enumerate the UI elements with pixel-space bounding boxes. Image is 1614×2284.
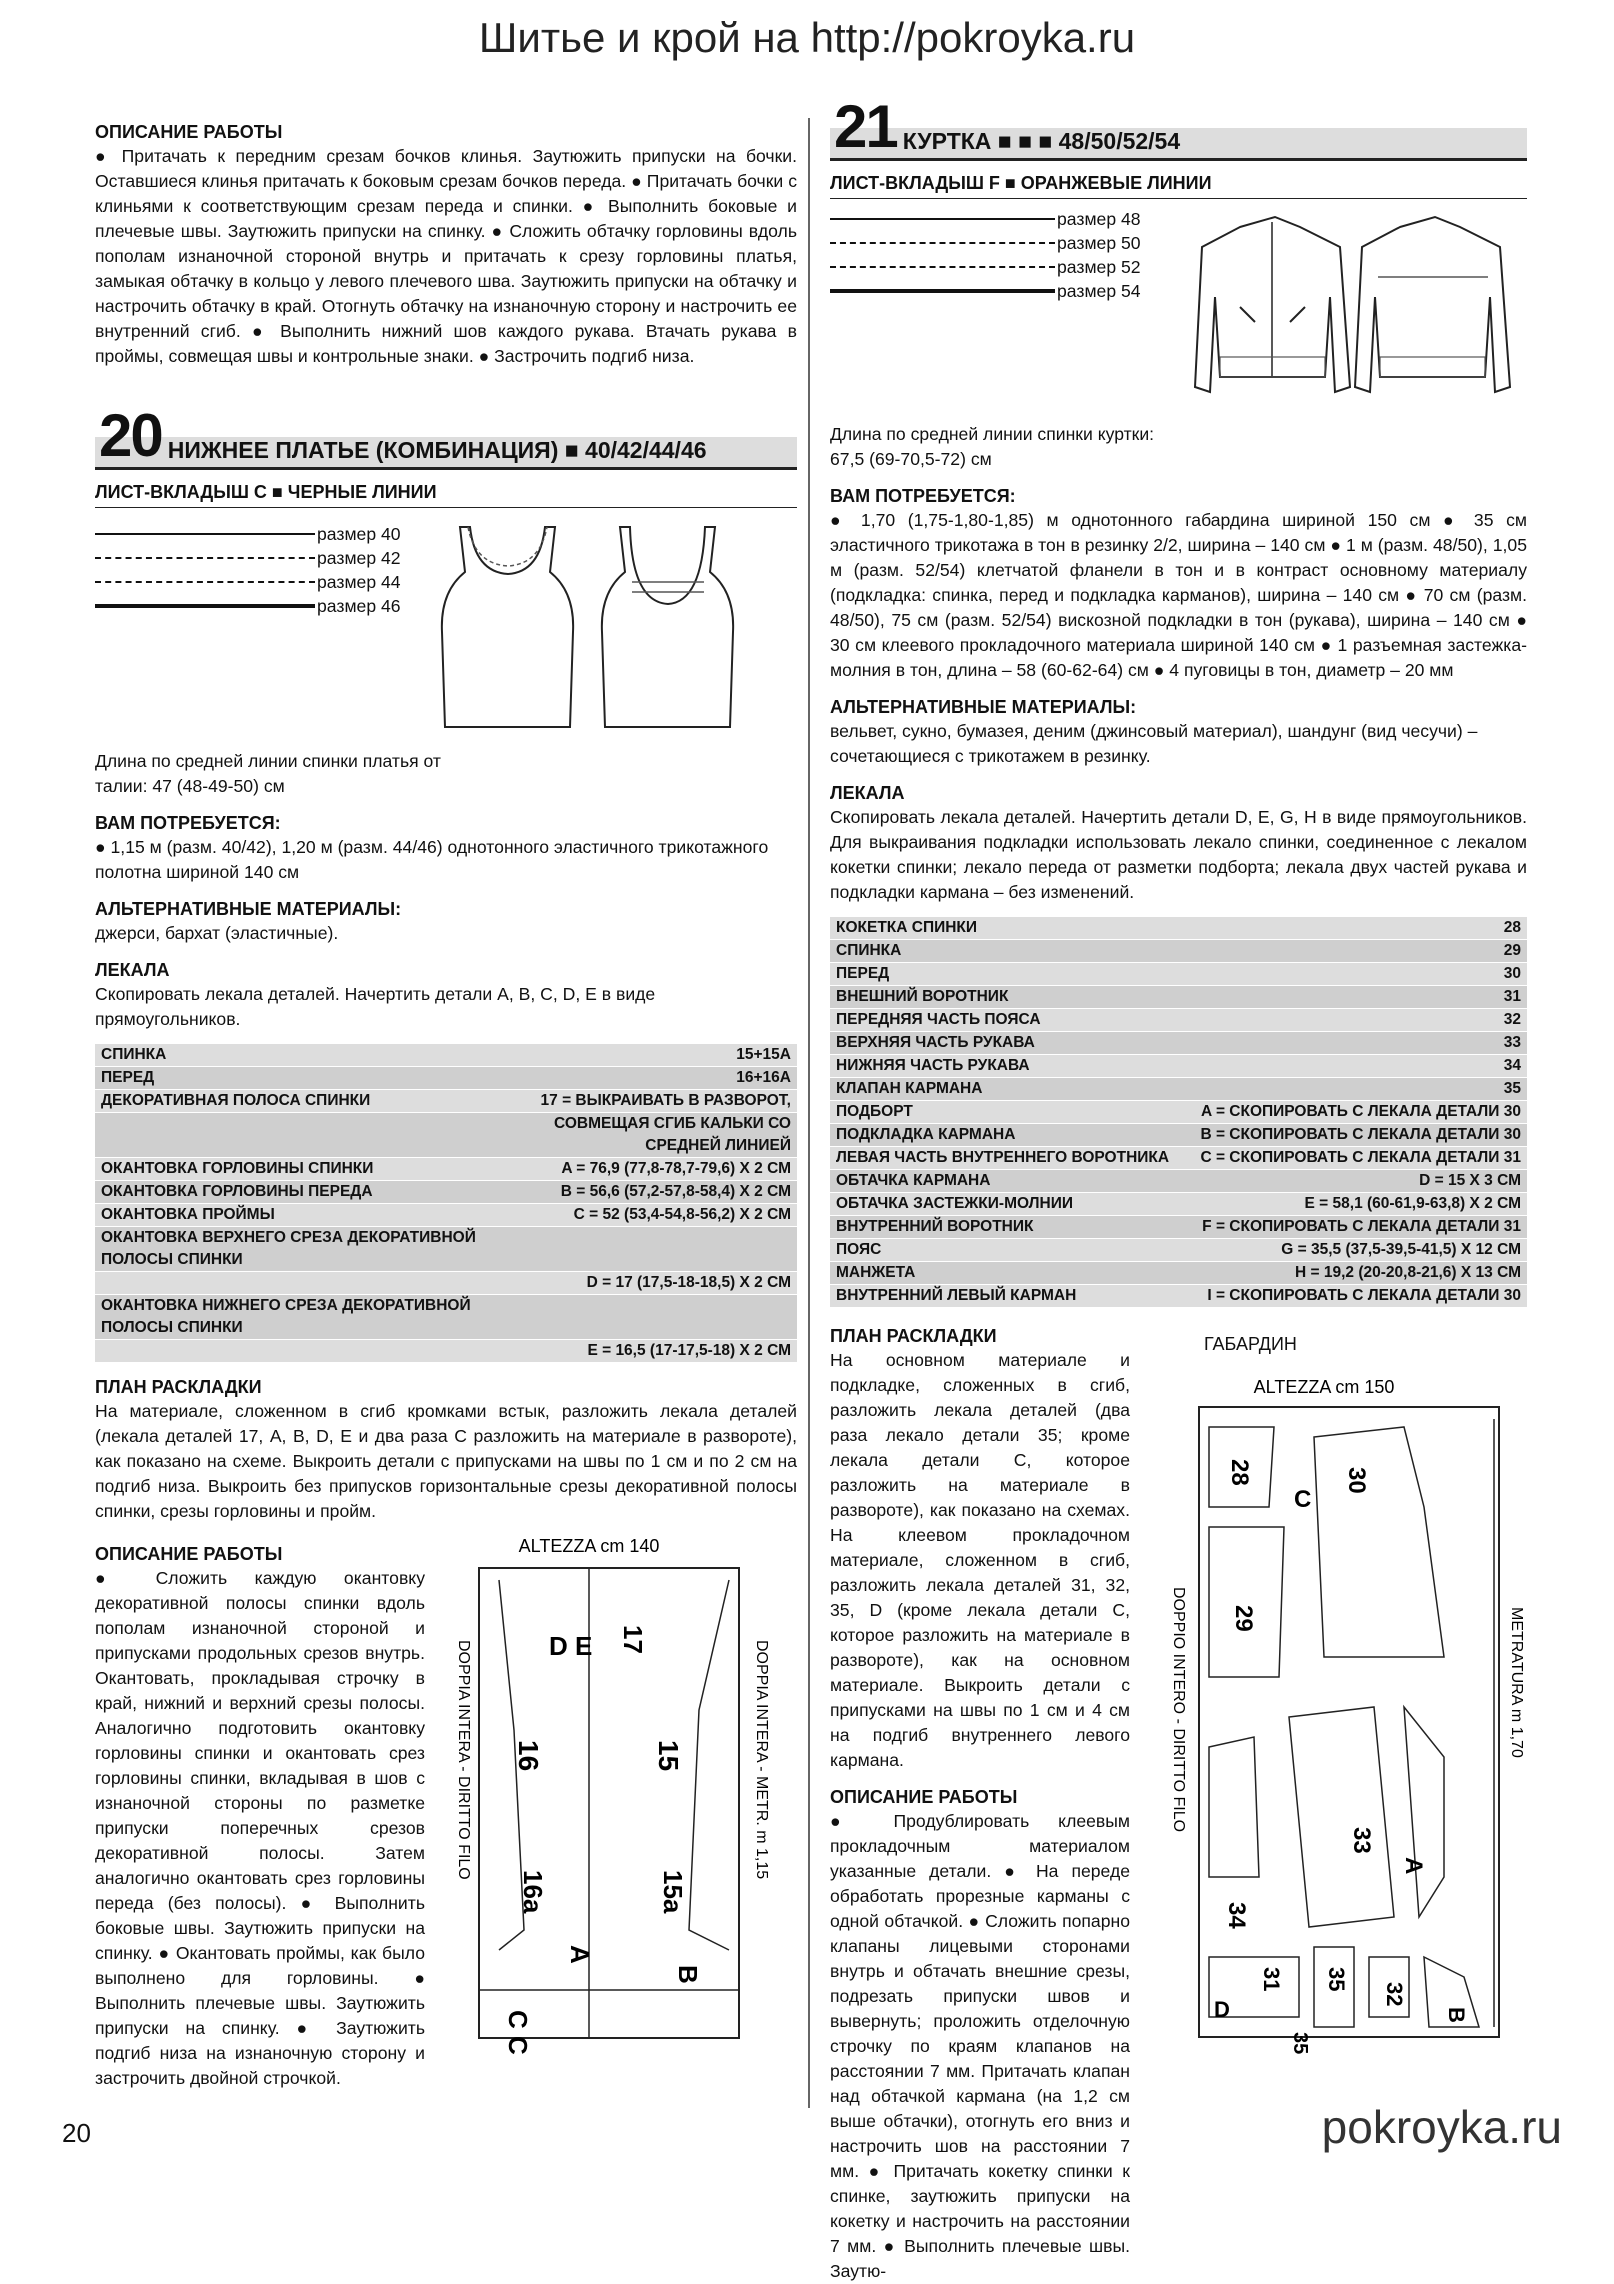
length-text: Длина по средней линии спинки куртки: 67,5 (69-70,5-72) см: [830, 424, 1155, 469]
part-name: ВНУТРЕННИЙ ЛЕВЫЙ КАРМАН: [830, 1285, 1185, 1308]
part-name: [95, 1340, 493, 1363]
section-title: НИЖНЕЕ ПЛАТЬЕ (КОМБИНАЦИЯ) ■ 40/42/44/46: [167, 437, 707, 463]
parts-row: [95, 1272, 797, 1295]
svg-text:35: 35: [1324, 1967, 1349, 1992]
parts-row: [95, 1295, 797, 1340]
length-text: Длина по средней линии спинки платья от талии: 47 (48-49-50) см: [95, 751, 441, 796]
parts-row: [830, 963, 1527, 986]
parts-row: [830, 986, 1527, 1009]
section-21-heading: [830, 93, 1527, 161]
svg-text:B: B: [1444, 2007, 1469, 2023]
svg-text:34: 34: [1223, 1902, 1250, 1929]
size-line: размер 50: [830, 231, 1190, 255]
part-name: ОКАНТОВКА ПРОЙМЫ: [95, 1204, 493, 1227]
plan-title: ПЛАН РАСКЛАДКИ: [830, 1326, 997, 1346]
section-number: 20: [99, 402, 162, 469]
site-brand: pokroyka.ru: [1321, 2101, 1562, 2153]
parts-row: [830, 1078, 1527, 1101]
parts-row: [830, 1170, 1527, 1193]
parts-row: [830, 1009, 1527, 1032]
part-name: ЛЕВАЯ ЧАСТЬ ВНУТРЕННЕГО ВОРОТНИКА: [830, 1147, 1185, 1170]
parts-row: [830, 1032, 1527, 1055]
part-value: E = 16,5 (17-17,5-18) X 2 СМ: [493, 1340, 797, 1363]
part-name: СПИНКА: [95, 1044, 493, 1067]
fabric-label: ГАБАРДИН: [1204, 1334, 1297, 1354]
need-title: ВАМ ПОТРЕБУЕТСЯ:: [830, 486, 1016, 506]
parts-row: [95, 1181, 797, 1204]
jacket-sketch: [1190, 207, 1520, 414]
part-value: C = 52 (53,4-54,8-56,2) X 2 СМ: [493, 1204, 797, 1227]
parts-row: [830, 1101, 1527, 1124]
part-value: B = 56,6 (57,2-57,8-58,4) X 2 СМ: [493, 1181, 797, 1204]
plan-text: На материале, сложенном в сгиб кромками встык, разложить лекала деталей (лекала деталей 17, A, B, D, E и два раза C разложить на материале в развороте), как показано на схеме. Выкроить детали с припусками на швы по 1 см и по 2 см на подгиб низа. Выкроить без припусков горизонтальные срезы декоративной полосы спинки, срезы горловины и пройм.: [95, 1401, 797, 1521]
part-value: 33: [1185, 1032, 1527, 1055]
part-name: СПИНКА: [830, 940, 1185, 963]
part-name: ДЕКОРАТИВНАЯ ПОЛОСА СПИНКИ: [95, 1090, 493, 1113]
need-text: ● 1,15 м (разм. 40/42), 1,20 м (разм. 44/46) однотонного эластичного трикотажного полотна шириной 140 см: [95, 837, 769, 882]
part-value: B = СКОПИРОВАТЬ С ЛЕКАЛА ДЕТАЛИ 30: [1185, 1124, 1527, 1147]
svg-text:30: 30: [1343, 1467, 1370, 1494]
part-name: ВНЕШНИЙ ВОРОТНИК: [830, 986, 1185, 1009]
part-value: [493, 1227, 797, 1272]
part-value: D = 17 (17,5-18-18,5) X 2 СМ: [493, 1272, 797, 1295]
part-name: [95, 1113, 493, 1158]
svg-text:16a: 16a: [518, 1870, 548, 1914]
alt-text: вельвет, сукно, бумазея, деним (джинсовый материал), шандунг (вид чесучи) – сочетающиеся с трикотажем в резинку.: [830, 721, 1478, 766]
svg-text:D E: D E: [549, 1631, 593, 1661]
part-value: D = 15 X 3 СМ: [1185, 1170, 1527, 1193]
size-line: размер 46: [95, 594, 420, 618]
section-title: КУРТКА ■ ■ ■ 48/50/52/54: [902, 128, 1181, 154]
parts-row: [830, 1216, 1527, 1239]
size-line: размер 48: [830, 207, 1190, 231]
svg-text:C C: C C: [503, 2010, 533, 2055]
work-title: ОПИСАНИЕ РАБОТЫ: [95, 1544, 283, 1564]
part-value: 32: [1185, 1009, 1527, 1032]
parts-row: [95, 1113, 797, 1158]
part-name: ПЕРЕД: [95, 1067, 493, 1090]
svg-text:16: 16: [513, 1740, 544, 1772]
need-text: ● 1,70 (1,75-1,80-1,85) м однотонного габардина шириной 150 см ● 35 см эластичного трикотажа в тон в резинку 2/2, ширина – 140 см ● 1 м (разм. 48/50), 1,05 м (разм. 52/54) клетчатой фланели в тон и в контраст основному материалу (подкладка: спинка, перед и подкладка карманов), ширина – 140 см ● 70 см (разм. 48/50), 75 см (разм. 52/54) вискозной подкладки в тон (рукава), ширина – 140 см ● 30 см клеевого прокладочного материала шириной 140 см ● 1 разъемная застежка-молния в тон, длина – 58 (60-62-64) см ● 4 пуговицы в тон, диаметр – 20 мм: [830, 510, 1527, 680]
size-line: размер 44: [95, 570, 420, 594]
right-column: [830, 93, 1527, 2284]
svg-text:15a: 15a: [658, 1870, 688, 1914]
svg-text:A: A: [1400, 1857, 1427, 1875]
parts-row: [95, 1044, 797, 1067]
parts-row: [830, 1239, 1527, 1262]
parts-row: [830, 1055, 1527, 1078]
parts-row: [95, 1340, 797, 1363]
parts-row: [830, 1262, 1527, 1285]
alt-title: АЛЬТЕРНАТИВНЫЕ МАТЕРИАЛЫ:: [95, 899, 402, 919]
part-value: C = СКОПИРОВАТЬ С ЛЕКАЛА ДЕТАЛИ 31: [1185, 1147, 1527, 1170]
part-name: ПЕРЕДНЯЯ ЧАСТЬ ПОЯСА: [830, 1009, 1185, 1032]
scheme-top-label: ALTEZZA cm 150: [1253, 1377, 1395, 1397]
part-name: ПЕРЕД: [830, 963, 1185, 986]
alt-title: АЛЬТЕРНАТИВНЫЕ МАТЕРИАЛЫ:: [830, 697, 1137, 717]
plan-title: ПЛАН РАСКЛАДКИ: [95, 1377, 262, 1397]
svg-text:D: D: [1214, 1997, 1230, 2022]
svg-text:C: C: [1294, 1486, 1312, 1513]
work-title: ОПИСАНИЕ РАБОТЫ: [830, 1787, 1018, 1807]
parts-row: [830, 1147, 1527, 1170]
part-value: 30: [1185, 963, 1527, 986]
lekala-title: ЛЕКАЛА: [95, 960, 170, 980]
part-value: H = 19,2 (20-20,8-21,6) X 13 СМ: [1185, 1262, 1527, 1285]
part-value: 35: [1185, 1078, 1527, 1101]
sheet-line: ЛИСТ-ВКЛАДЫШ F ■ ОРАНЖЕВЫЕ ЛИНИИ: [830, 171, 1527, 199]
svg-text:A: A: [565, 1945, 595, 1964]
parts-row: [95, 1204, 797, 1227]
part-name: ПОДКЛАДКА КАРМАНА: [830, 1124, 1185, 1147]
scheme-right-label: METRATURA m 1,70: [1508, 1607, 1525, 1758]
svg-text:31: 31: [1259, 1967, 1284, 1992]
work-text: ● Продублировать клеевым прокладочным материалом указанные детали. ● На переде обработать прорезные карманы с одной обтачкой. ● Сложить попарно клапаны лицевыми сторонами внутрь и обтачать внешние срезы, подрезать припуски швов и вывернуть; проложить отделочную строчку по краям клапанов на расстоянии 7 мм. Притачать клапан над обтачкой кармана (на 1,2 см выше обтачки), отогнуть его вниз и настрочить шов на расстоянии 7 мм. ● Притачать кокетку спинки к спинке, заутюжить припуски на кокетку и настрочить на расстоянии 7 мм. ● Выполнить плечевые швы. Заутю-: [830, 1811, 1130, 2281]
part-name: ОБТАЧКА КАРМАНА: [830, 1170, 1185, 1193]
parts-row: [95, 1158, 797, 1181]
svg-text:35: 35: [1289, 2032, 1311, 2055]
part-name: ОКАНТОВКА ВЕРХНЕГО СРЕЗА ДЕКОРАТИВНОЙ ПОЛОСЫ СПИНКИ: [95, 1227, 493, 1272]
part-value: 15+15A: [493, 1044, 797, 1067]
part-name: ВЕРХНЯЯ ЧАСТЬ РУКАВА: [830, 1032, 1185, 1055]
parts-table: [830, 917, 1527, 1308]
parts-row: [95, 1227, 797, 1272]
svg-text:17: 17: [618, 1625, 648, 1654]
part-name: ВНУТРЕННИЙ ВОРОТНИК: [830, 1216, 1185, 1239]
size-line: размер 52: [830, 255, 1190, 279]
parts-row: [95, 1090, 797, 1113]
dress-sketch: [420, 522, 750, 737]
parts-row: [95, 1067, 797, 1090]
part-value: I = СКОПИРОВАТЬ С ЛЕКАЛА ДЕТАЛИ 30: [1185, 1285, 1527, 1308]
part-value: 34: [1185, 1055, 1527, 1078]
scheme-left-label: DOPPIA INTERA - DIRITTO FILO: [455, 1640, 472, 1880]
page-number: 20: [62, 2118, 91, 2148]
svg-text:33: 33: [1348, 1827, 1375, 1854]
scheme-left-label: DOPPIO INTERO - DIRITTO FILO: [1170, 1587, 1187, 1833]
part-value: 17 = ВЫКРАИВАТЬ В РАЗВОРОТ,: [493, 1090, 797, 1113]
part-value: F = СКОПИРОВАТЬ С ЛЕКАЛА ДЕТАЛИ 31: [1185, 1216, 1527, 1239]
lekala-text: Скопировать лекала деталей. Начертить детали D, E, G, H в виде прямоугольников. Для выкраивания подкладки использовать лекало спинки, соединенное с лекалом кокетки спинки; лекало переда от разметки подборта; лекала двух частей рукава и подкладки кармана – без изменений.: [830, 807, 1527, 902]
parts-row: [830, 1285, 1527, 1308]
intro-text: ● Притачать к передним срезам бочков клинья. Заутюжить припуски на бочки. Оставшиеся клинья притачать к боковым срезам бочков переда. ● Притачать бочки с клиньями к соответствующим срезам переда и спинки. ● Выполнить боковые и плечевые швы. Заутюжить припуски на спинку. ● Сложить обтачку горловины вдоль пополам изнаночной стороной внутрь и притачать к срезу горловины платья, замыкая обтачку в кольцо у левого плечевого шва. Заутюжить припуски на обтачку и настрочить обтачку в край. Отогнуть обтачку на изнаночную сторону и настрочить ее внутренний сгиб. ● Выполнить нижний шов каждого рукава. Втачать рукава в проймы, совмещая швы и контрольные знаки. ● Застрочить подгиб низа.: [95, 146, 797, 366]
svg-text:29: 29: [1230, 1605, 1257, 1632]
layout-scheme-20: [439, 1530, 789, 2091]
size-legend-block: [95, 522, 797, 737]
work-text: ● Сложить каждую окантовку декоративной полосы спинки вдоль пополам изнаночной стороной и припусками продольных срезов внутрь. Окантовать, прокладывая строчку в край, нижний и верхний срезы полосы. Аналогично подготовить окантовку горловины спинки и окантовать срез горловины спинки, вкладывая в шов с изнаночной стороны по разметке припуски поперечных срезов декоративной полосы. Затем аналогично окантовать срез горловины переда (без полосы). ● Выполнить боковые швы. Заутюжить припуски на спинку. ● Окантовать проймы, как было выполнено для горловины. ● Выполнить плечевые швы. Заутюжить припуски на спинку. ● Заутюжить подгиб низа на изнаночную сторону и застрочить двойной строчкой.: [95, 1568, 425, 2088]
section-number: 21: [834, 93, 897, 160]
part-value: [493, 1295, 797, 1340]
part-value: СОВМЕЩАЯ СГИБ КАЛЬКИ СО СРЕДНЕЙ ЛИНИЕЙ: [493, 1113, 797, 1158]
part-value: 31: [1185, 986, 1527, 1009]
part-name: ПОЯС: [830, 1239, 1185, 1262]
part-value: A = 76,9 (77,8-78,7-79,6) X 2 СМ: [493, 1158, 797, 1181]
part-name: ОКАНТОВКА ГОРЛОВИНЫ ПЕРЕДА: [95, 1181, 493, 1204]
lekala-title: ЛЕКАЛА: [830, 783, 905, 803]
part-name: ОКАНТОВКА НИЖНЕГО СРЕЗА ДЕКОРАТИВНОЙ ПОЛОСЫ СПИНКИ: [95, 1295, 493, 1340]
column-divider: [808, 118, 810, 2108]
part-value: 29: [1185, 940, 1527, 963]
part-name: ПОДБОРТ: [830, 1101, 1185, 1124]
svg-text:28: 28: [1226, 1459, 1253, 1486]
part-name: КОКЕТКА СПИНКИ: [830, 917, 1185, 940]
size-line: размер 42: [95, 546, 420, 570]
lekala-text: Скопировать лекала деталей. Начертить детали A, B, C, D, E в виде прямоугольников.: [95, 984, 656, 1029]
part-value: 28: [1185, 917, 1527, 940]
part-value: E = 58,1 (60-61,9-63,8) X 2 СМ: [1185, 1193, 1527, 1216]
size-line: размер 40: [95, 522, 420, 546]
size-line: размер 54: [830, 279, 1190, 303]
svg-text:B: B: [673, 1965, 703, 1984]
need-title: ВАМ ПОТРЕБУЕТСЯ:: [95, 813, 281, 833]
part-name: [95, 1272, 493, 1295]
part-name: НИЖНЯЯ ЧАСТЬ РУКАВА: [830, 1055, 1185, 1078]
part-name: ОКАНТОВКА ГОРЛОВИНЫ СПИНКИ: [95, 1158, 493, 1181]
size-legend-block: [830, 207, 1527, 414]
part-value: A = СКОПИРОВАТЬ С ЛЕКАЛА ДЕТАЛИ 30: [1185, 1101, 1527, 1124]
alt-text: джерси, бархат (эластичные).: [95, 923, 339, 943]
parts-row: [830, 1124, 1527, 1147]
part-name: КЛАПАН КАРМАНА: [830, 1078, 1185, 1101]
svg-text:32: 32: [1382, 1982, 1407, 2007]
section-20-heading: [95, 402, 797, 470]
part-name: ОБТАЧКА ЗАСТЕЖКИ-МОЛНИИ: [830, 1193, 1185, 1216]
parts-row: [830, 1193, 1527, 1216]
scheme-right-label: DOPPIA INTERA - METR. m 1,15: [753, 1640, 770, 1880]
sheet-line: ЛИСТ-ВКЛАДЫШ С ■ ЧЕРНЫЕ ЛИНИИ: [95, 480, 797, 508]
part-value: 16+16A: [493, 1067, 797, 1090]
intro-title: ОПИСАНИЕ РАБОТЫ: [95, 122, 283, 142]
part-name: МАНЖЕТА: [830, 1262, 1185, 1285]
parts-table: [95, 1044, 797, 1363]
parts-row: [830, 917, 1527, 940]
page-header: Шитье и крой на http://pokroyka.ru: [478, 14, 1136, 61]
plan-text: На основном материале и подкладке, сложенных в сгиб, разложить лекала деталей (два раза лекало детали 35; кроме лекала детали C, которое разложить на материале в развороте), как показано на схемах. На клеевом прокладочном материале, сложенном в сгиб, разложить лекала деталей 31, 32, 35, D (кроме лекала детали C, которое разложить на материале в развороте), как на основном материале. Выкроить детали с припусками на швы по 1 см и 4 см на подгиб внутреннего левого кармана.: [830, 1350, 1130, 1770]
svg-text:15: 15: [653, 1740, 684, 1772]
scheme-top-label: ALTEZZA cm 140: [518, 1536, 660, 1556]
left-column: [95, 108, 797, 2091]
parts-row: [830, 940, 1527, 963]
part-value: G = 35,5 (37,5-39,5-41,5) X 12 СМ: [1185, 1239, 1527, 1262]
